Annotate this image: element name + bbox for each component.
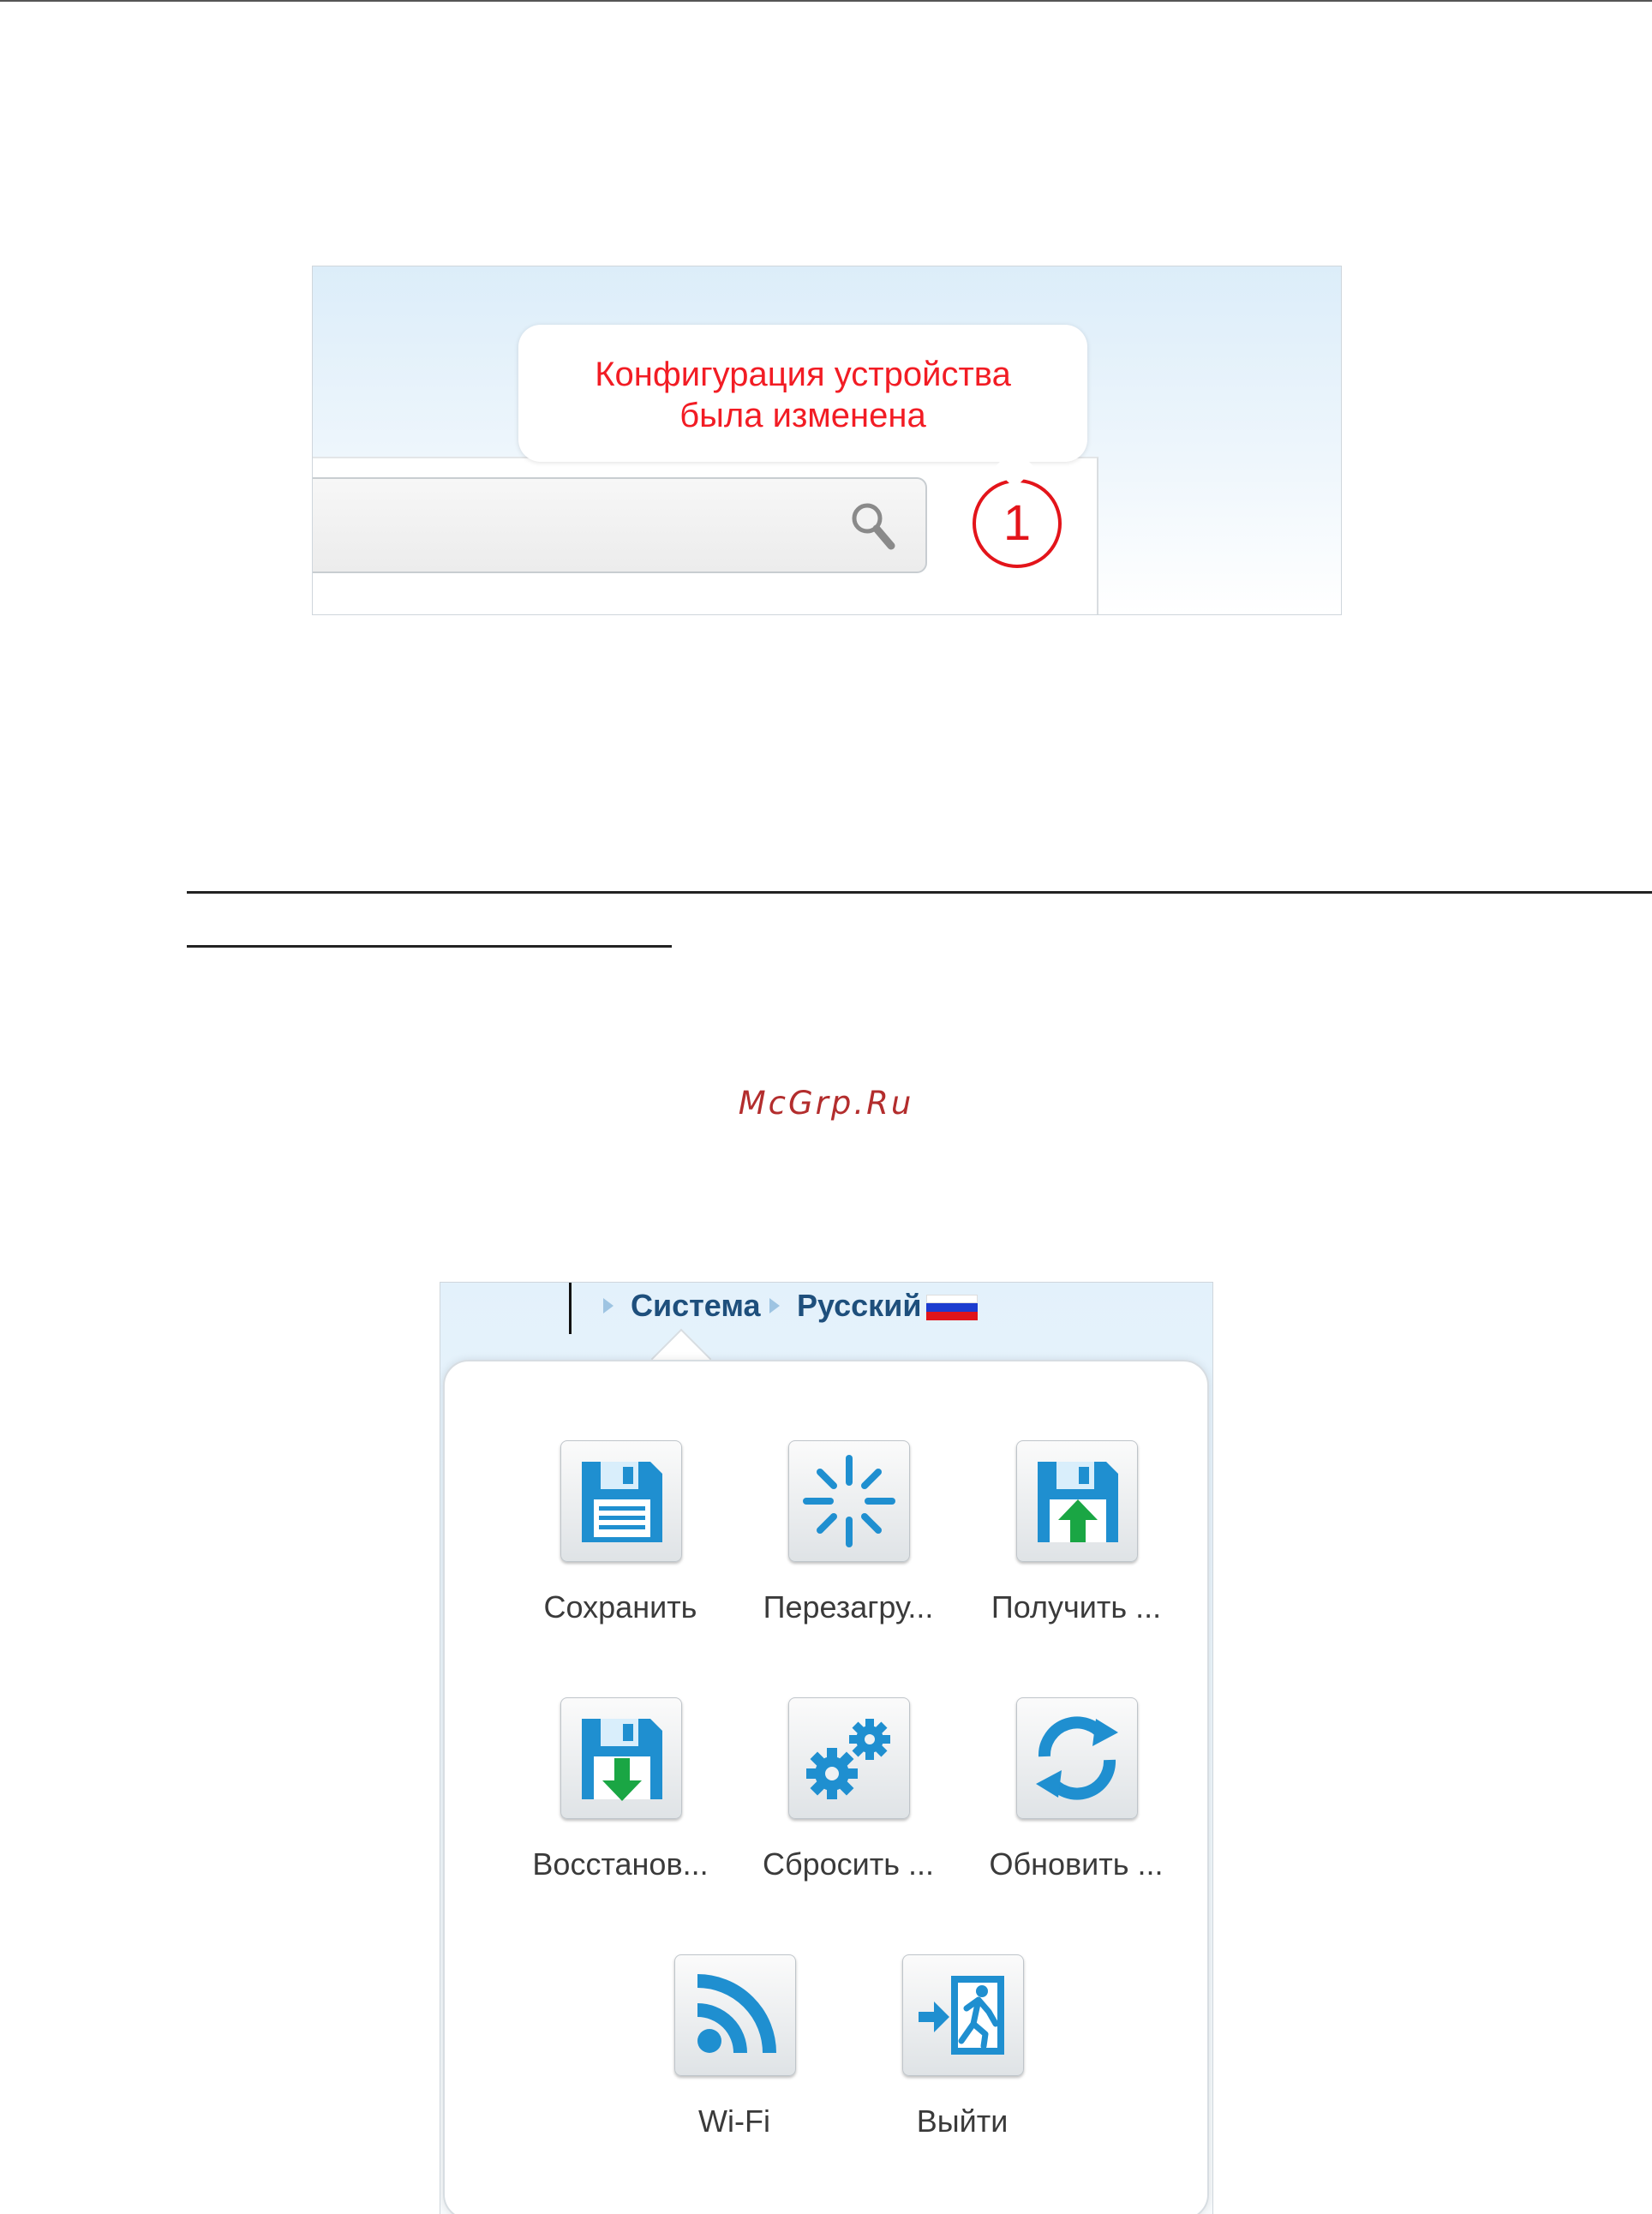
notification-screenshot	[312, 266, 1342, 615]
wifi-label: Wi-Fi	[698, 2103, 770, 2139]
notification-count-badge[interactable]: 1	[973, 479, 1062, 568]
menu-language[interactable]: Русский	[797, 1288, 922, 1323]
logout-icon	[912, 1964, 1015, 2067]
update-firmware-label: Обновить ...	[989, 1846, 1164, 1882]
menu-system[interactable]: Система	[631, 1288, 761, 1323]
section-divider-short	[187, 945, 672, 948]
backup-download-icon	[1026, 1450, 1128, 1553]
watermark: McGrp.Ru	[738, 1085, 914, 1122]
notification-message-line2: была изменена	[679, 397, 926, 434]
wifi-icon	[684, 1964, 787, 2067]
logout-label: Выйти	[916, 2103, 1009, 2139]
menu-arrow-icon	[603, 1298, 614, 1313]
restore-label: Восстанов...	[532, 1846, 709, 1882]
update-firmware-icon	[1026, 1707, 1128, 1810]
notification-message-line1: Конфигурация устройства	[595, 356, 1011, 393]
factory-reset-button[interactable]	[788, 1697, 910, 1819]
section-divider	[187, 891, 1652, 894]
notification-tooltip	[518, 325, 1087, 462]
menu-divider	[569, 1283, 572, 1334]
reboot-icon	[798, 1450, 901, 1553]
wifi-button[interactable]	[674, 1954, 796, 2076]
menu-arrow-icon	[769, 1298, 780, 1313]
save-icon	[570, 1450, 673, 1553]
reboot-label: Перезагру...	[763, 1589, 934, 1625]
page-top-rule	[0, 0, 1652, 2]
factory-reset-gears-icon	[798, 1707, 901, 1810]
update-firmware-button[interactable]	[1016, 1697, 1138, 1819]
logout-button[interactable]	[902, 1954, 1024, 2076]
backup-download-label: Получить ...	[991, 1589, 1162, 1625]
save-label: Сохранить	[543, 1589, 697, 1625]
backup-download-button[interactable]	[1016, 1440, 1138, 1562]
search-icon[interactable]	[848, 500, 900, 554]
save-button[interactable]	[560, 1440, 682, 1562]
restore-button[interactable]	[560, 1697, 682, 1819]
restore-icon	[570, 1707, 673, 1810]
reboot-button[interactable]	[788, 1440, 910, 1562]
search-input[interactable]	[312, 477, 927, 573]
factory-reset-label: Сбросить ...	[762, 1846, 935, 1882]
russian-flag-icon[interactable]	[926, 1295, 978, 1320]
system-menu-screenshot	[440, 1282, 1213, 2214]
notification-message	[518, 354, 1087, 436]
